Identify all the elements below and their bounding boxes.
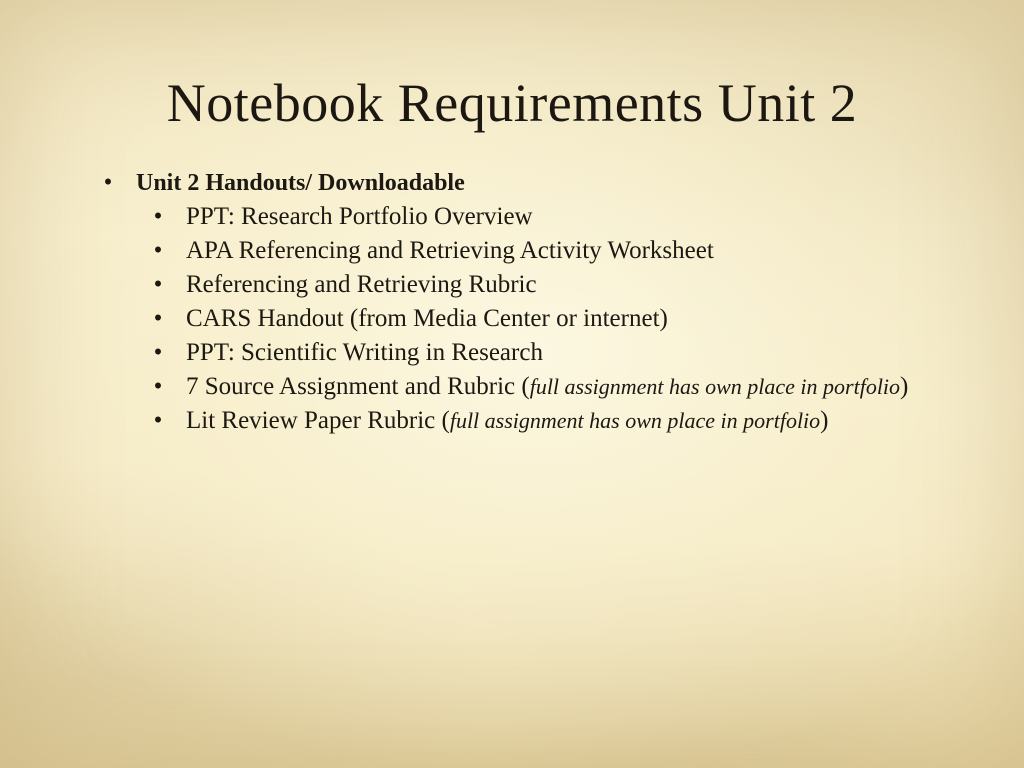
list-item bbox=[150, 200, 920, 234]
list-item-note: full assignment has own place in portfolio bbox=[449, 408, 821, 433]
bullet-icon: • bbox=[153, 305, 163, 332]
list-item bbox=[150, 268, 920, 302]
list-item-text: Lit Review Paper Rubric ( bbox=[186, 407, 450, 434]
list-item-text-end: ) bbox=[820, 407, 829, 434]
list-item bbox=[150, 336, 920, 370]
slide-title: Notebook Requirements Unit 2 bbox=[166, 73, 858, 133]
list-item-section bbox=[100, 166, 920, 438]
bullet-icon: • bbox=[153, 407, 163, 434]
list-item bbox=[150, 370, 920, 404]
sub-bullet-list bbox=[150, 200, 920, 438]
list-item-text: PPT: Scientific Writing in Research bbox=[186, 339, 543, 366]
slide-content bbox=[100, 166, 920, 438]
bullet-icon: • bbox=[103, 169, 113, 196]
bullet-icon: • bbox=[153, 271, 163, 298]
list-item-text: APA Referencing and Retrieving Activity Worksheet bbox=[186, 237, 714, 264]
bullet-icon: • bbox=[153, 339, 163, 366]
bullet-list bbox=[100, 166, 920, 438]
bullet-icon: • bbox=[153, 237, 163, 264]
bullet-icon: • bbox=[153, 373, 163, 400]
list-item-text: 7 Source Assignment and Rubric ( bbox=[186, 373, 530, 400]
list-item-note: full assignment has own place in portfolio bbox=[529, 374, 901, 399]
list-item bbox=[150, 234, 920, 268]
bullet-icon: • bbox=[153, 203, 163, 230]
list-item-text: CARS Handout (from Media Center or internet) bbox=[186, 305, 668, 332]
list-item bbox=[150, 302, 920, 336]
list-item-text: PPT: Research Portfolio Overview bbox=[186, 203, 533, 230]
list-item-text-end: ) bbox=[900, 373, 909, 400]
list-item-text: Referencing and Retrieving Rubric bbox=[186, 271, 537, 298]
list-item bbox=[150, 404, 920, 438]
section-label: Unit 2 Handouts/ Downloadable bbox=[136, 170, 465, 196]
